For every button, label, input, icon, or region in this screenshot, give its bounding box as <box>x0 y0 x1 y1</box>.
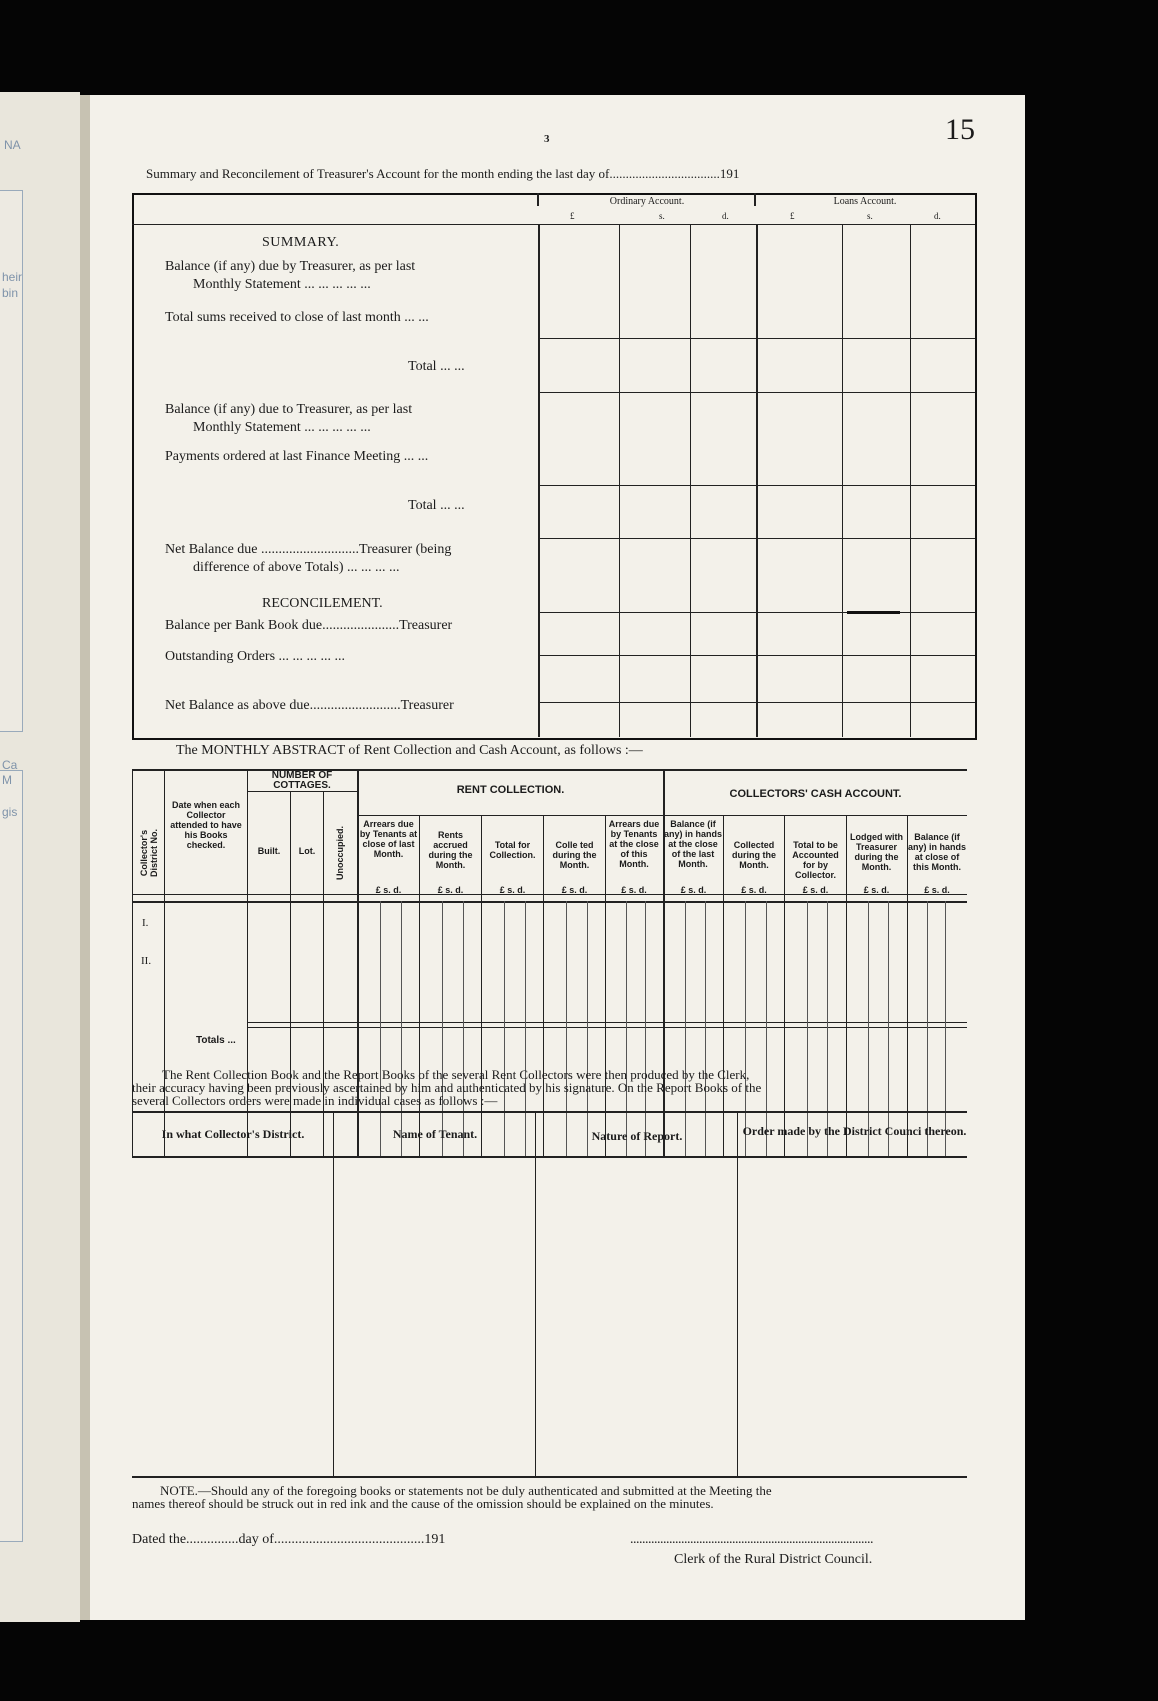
shilling-label: s. <box>867 211 873 221</box>
rent-collection-group-header: RENT COLLECTION. <box>456 784 565 796</box>
summary-total: Total ... ... <box>408 359 465 374</box>
lsd-label: £ s. d. <box>561 885 588 895</box>
lsd-label: £ s. d. <box>499 885 526 895</box>
left-fragment: M <box>2 773 12 787</box>
cash-col-header: Balance (if any) in hands at close of this Month. <box>908 832 967 872</box>
left-fragment: gis <box>2 805 18 819</box>
built-header: Built. <box>257 846 281 856</box>
date-checked-header: Date when each Collector attended to have his Books checked. <box>170 800 242 850</box>
signature-line: ................................................................................. <box>630 1532 873 1547</box>
page-number: 15 <box>945 113 975 146</box>
summary-total: Total ... ... <box>408 498 465 513</box>
lsd-label: £ s. d. <box>802 885 829 895</box>
lsd-label: £ s. d. <box>437 885 464 895</box>
form-page <box>90 95 1025 1620</box>
cash-account-group-header: COLLECTORS' CASH ACCOUNT. <box>729 788 902 800</box>
cottages-group-header: NUMBER OF COTTAGES. <box>271 770 333 791</box>
clerk-label: Clerk of the Rural District Council. <box>674 1552 873 1567</box>
left-page-column <box>0 770 23 1542</box>
pence-label: d. <box>934 211 941 221</box>
rent-col-header: Arrears due by Tenants at close of last Month. <box>359 819 418 859</box>
rent-col-header: Rents accrued during the Month. <box>428 830 473 870</box>
note-text: names thereof should be struck out in red ink and the cause of the omission should be explained on the minutes. <box>132 1496 714 1511</box>
note-text: NOTE.—Should any of the foregoing books or statements not be duly authenticated and submitted at the Meeting the <box>160 1483 772 1498</box>
summary-line: Balance per Bank Book due......................Treasurer <box>165 618 453 633</box>
rent-col-header: Total for Collection. <box>489 840 536 860</box>
ordinary-account-header: Ordinary Account. <box>609 196 685 207</box>
report-col-header: In what Collector's District. <box>161 1127 305 1141</box>
shilling-label: s. <box>659 211 665 221</box>
form-number: 3 <box>544 133 550 145</box>
dated-line: Dated the...............day of...........................................191 <box>132 1532 446 1547</box>
pound-label: £ <box>790 211 795 221</box>
district-row-label: I. <box>142 917 149 929</box>
lsd-label: £ s. d. <box>741 885 767 895</box>
rent-col-header: Colle ted during the Month. <box>552 840 597 870</box>
summary-line: Total sums received to close of last month ... ... <box>165 310 429 325</box>
report-paragraph: The Rent Collection Book and the Report Books of the several Rent Collectors were then produced by the Clerk, <box>162 1067 750 1082</box>
summary-heading: Summary and Reconcilement of Treasurer's Account for the month ending the last day of..................................191 <box>146 166 740 181</box>
reconcilement-section-title: RECONCILEMENT. <box>262 596 383 611</box>
rent-col-header: Arrears due by Tenants at the close of this Month. <box>608 819 660 869</box>
lsd-label: £ s. d. <box>924 885 950 895</box>
totals-row-label: Totals ... <box>196 1035 236 1046</box>
pence-label: d. <box>722 211 729 221</box>
left-fragment: heir <box>2 270 23 284</box>
unoccupied-header: Unoccupied. <box>335 826 345 881</box>
district-row-label: II. <box>141 955 152 967</box>
cash-col-header: Total to be Accounted for by Collector. <box>792 840 839 880</box>
report-col-header: Order made by the District Counci thereon. <box>742 1124 967 1138</box>
summary-line: Net Balance as above due..........................Treasurer <box>165 698 454 713</box>
report-col-header: Name of Tenant. <box>392 1127 478 1141</box>
loans-account-header: Loans Account. <box>833 196 897 207</box>
summary-line: difference of above Totals) ... ... ... ... <box>193 560 400 575</box>
lot-header: Lot. <box>298 846 316 856</box>
lsd-label: £ s. d. <box>680 885 707 895</box>
summary-line: Balance (if any) due by Treasurer, as per last <box>165 259 416 274</box>
left-fragment: bin <box>2 286 19 300</box>
summary-line: Balance (if any) due to Treasurer, as per last <box>165 402 413 417</box>
left-fragment: Ca <box>2 758 18 772</box>
report-paragraph: several Collectors orders were made in individual cases as follows :— <box>132 1093 498 1108</box>
summary-line: Net Balance due ............................Treasurer (being <box>165 542 452 557</box>
cash-col-header: Collected during the Month. <box>732 840 776 870</box>
report-col-header: Nature of Report. <box>591 1129 683 1143</box>
cash-col-header: Lodged with Treasurer during the Month. <box>850 832 903 872</box>
abstract-heading: The MONTHLY ABSTRACT of Rent Collection and Cash Account, as follows :— <box>176 743 643 758</box>
summary-line: Payments ordered at last Finance Meeting ... ... <box>165 449 429 464</box>
summary-section-title: SUMMARY. <box>262 235 340 250</box>
lsd-label: £ s. d. <box>863 885 890 895</box>
lsd-label: £ s. d. <box>375 885 402 895</box>
lsd-label: £ s. d. <box>621 885 647 895</box>
summary-line: Monthly Statement ... ... ... ... ... <box>193 277 371 292</box>
summary-line: Outstanding Orders ... ... ... ... ... <box>165 649 346 664</box>
summary-line: Monthly Statement ... ... ... ... ... <box>193 420 371 435</box>
report-paragraph: their accuracy having been previously ascertained by him and authenticated by his signature. On the Report Books of the <box>132 1080 762 1095</box>
collector-district-header: Collector's District No. <box>139 829 159 878</box>
left-fragment: NA <box>4 138 21 152</box>
cash-col-header: Balance (if any) in hands at the close of the last Month. <box>664 819 723 869</box>
pound-label: £ <box>570 211 575 221</box>
